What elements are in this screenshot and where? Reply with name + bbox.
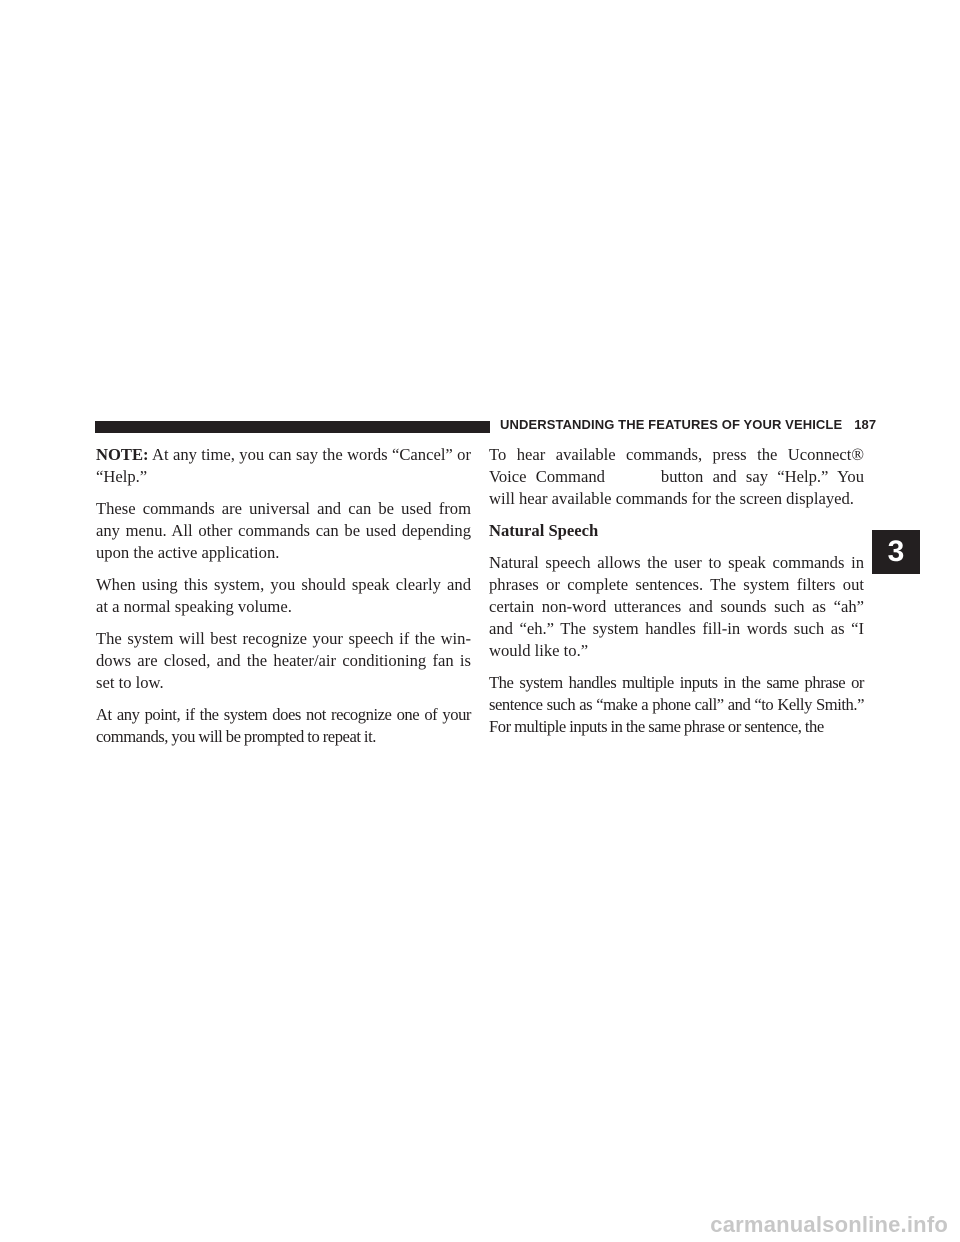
paragraph-speak-clearly: When using this system, you should speak clearly and at a normal speaking volume.: [96, 575, 471, 616]
left-column: [96, 444, 471, 758]
running-header: [500, 417, 876, 432]
chapter-tab: 3: [872, 530, 920, 574]
paragraph-repeat-command: At any point, if the system does not recognize one of your commands, you will be prompted to repeat it.: [96, 705, 471, 746]
paragraph-multiple-inputs: The system handles multiple inputs in the same phrase or sentence such as “make a phone call” and “to Kelly Smith.” For multiple inputs in the same phrase or sentence, the: [489, 673, 864, 736]
watermark: carmanualsonline.info: [710, 1212, 948, 1237]
note-paragraph: [96, 444, 471, 488]
available-commands-text-end: button and say “Help.” You will hear available commands for the screen displayed.: [489, 467, 864, 508]
available-commands-text-start: To hear available commands, press the Uconnect® Voice Command: [489, 445, 864, 486]
paragraph-recognize-speech: The system will best recognize your speech if the win-dows are closed, and the heater/air conditioning fan is set to low.: [96, 629, 471, 692]
section-title: UNDERSTANDING THE FEATURES OF YOUR VEHICLE: [500, 417, 843, 432]
paragraph-available-commands: [489, 444, 864, 510]
page-number: 187: [854, 417, 877, 432]
note-text: At any time, you can say the words “Cancel” or “Help.”: [96, 445, 471, 486]
paragraph-natural-speech: Natural speech allows the user to speak commands in phrases or complete sentences. The system filters out certain non-word utterances and sounds such as “ah” and “eh.” The system handles fill-in words such as “I would like to.”: [489, 553, 864, 660]
right-column: [489, 444, 864, 748]
header-rule: [95, 421, 490, 433]
paragraph-universal-commands: These commands are universal and can be used from any menu. All other commands can be used depending upon the active application.: [96, 499, 471, 562]
natural-speech-heading: Natural Speech: [489, 521, 599, 540]
note-label: NOTE:: [96, 445, 149, 464]
